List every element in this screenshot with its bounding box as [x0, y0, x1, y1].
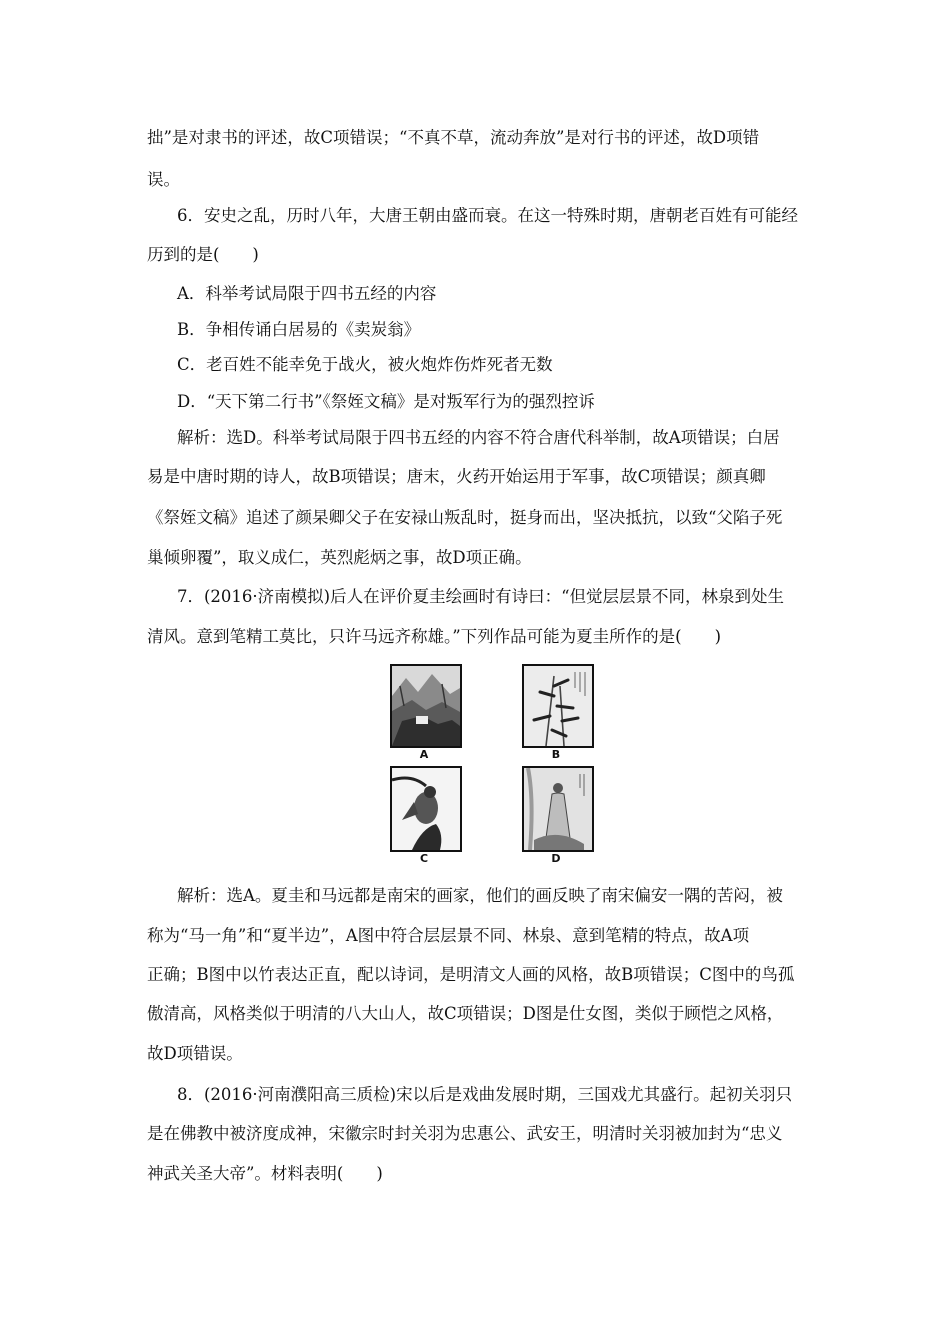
analysis-6: 《祭姪文稿》追述了颜杲卿父子在安禄山叛乱时，挺身而出，坚决抵抗，以致“父陷子死 — [147, 508, 783, 527]
option-a: A．科举考试局限于四书五经的内容 — [177, 284, 437, 303]
painting-d-lady-figure — [522, 766, 594, 852]
painting-c-eagle — [390, 766, 462, 852]
question-6-stem: 历到的是( ) — [147, 245, 259, 264]
question-8-stem: 是在佛教中被济度成神，宋徽宗时封关羽为忠惠公、武安王，明清时关羽被加封为“忠义 — [147, 1124, 783, 1143]
caption-c: C — [419, 852, 429, 865]
painting-a-snow-landscape — [390, 664, 462, 748]
analysis-7: 傲清高，风格类似于明清的八大山人，故C项错误；D图是仕女图，类似于顾恺之风格， — [147, 1004, 784, 1023]
question-7-stem: 7．(2016·济南模拟)后人在评价夏圭绘画时有诗曰：“但觉层层景不同，林泉到处生 — [177, 587, 785, 606]
analysis-7: 正确；B图中以竹表达正直，配以诗词，是明清文人画的风格，故B项错误；C图中的鸟孤 — [147, 965, 795, 984]
caption-d: D — [551, 852, 561, 865]
question-6-stem: 6．安史之乱，历时八年，大唐王朝由盛而衰。在这一特殊时期，唐朝老百姓有可能经 — [177, 206, 798, 225]
option-d: D．“天下第二行书”《祭姪文稿》是对叛军行为的强烈控诉 — [177, 392, 595, 411]
text-line: 误。 — [147, 170, 180, 189]
analysis-7: 故D项错误。 — [147, 1044, 243, 1063]
analysis-6: 解析：选D。科举考试局限于四书五经的内容不符合唐代科举制，故A项错误；白居 — [177, 428, 780, 447]
caption-a: A — [419, 748, 429, 761]
analysis-7: 称为“马一角”和“夏半边”，A图中符合层层景不同、林泉、意到笔精的特点，故A项 — [147, 926, 750, 945]
question-8-stem: 神武关圣大帝”。材料表明( ) — [147, 1164, 383, 1183]
option-c: C．老百姓不能幸免于战火，被火炮炸伤炸死者无数 — [177, 355, 553, 374]
question-7-stem: 清风。意到笔精工莫比，只许马远齐称雄。”下列作品可能为夏圭所作的是( ) — [147, 627, 722, 646]
option-b: B．争相传诵白居易的《卖炭翁》 — [177, 320, 421, 339]
analysis-7: 解析：选A。夏圭和马远都是南宋的画家，他们的画反映了南宋偏安一隅的苦闷，被 — [177, 886, 783, 905]
analysis-6: 易是中唐时期的诗人，故B项错误；唐末，火药开始运用于军事，故C项错误；颜真卿 — [147, 467, 766, 486]
caption-b: B — [551, 748, 561, 761]
text-line: 拙”是对隶书的评述，故C项错误；“不真不草，流动奔放”是对行书的评述，故D项错 — [147, 128, 760, 147]
question-8-stem: 8．(2016·河南濮阳高三质检)宋以后是戏曲发展时期，三国戏尤其盛行。起初关羽只 — [177, 1085, 793, 1104]
painting-b-bamboo — [522, 664, 594, 748]
analysis-6: 巢倾卵覆”，取义成仁，英烈彪炳之事，故D项正确。 — [147, 548, 532, 567]
